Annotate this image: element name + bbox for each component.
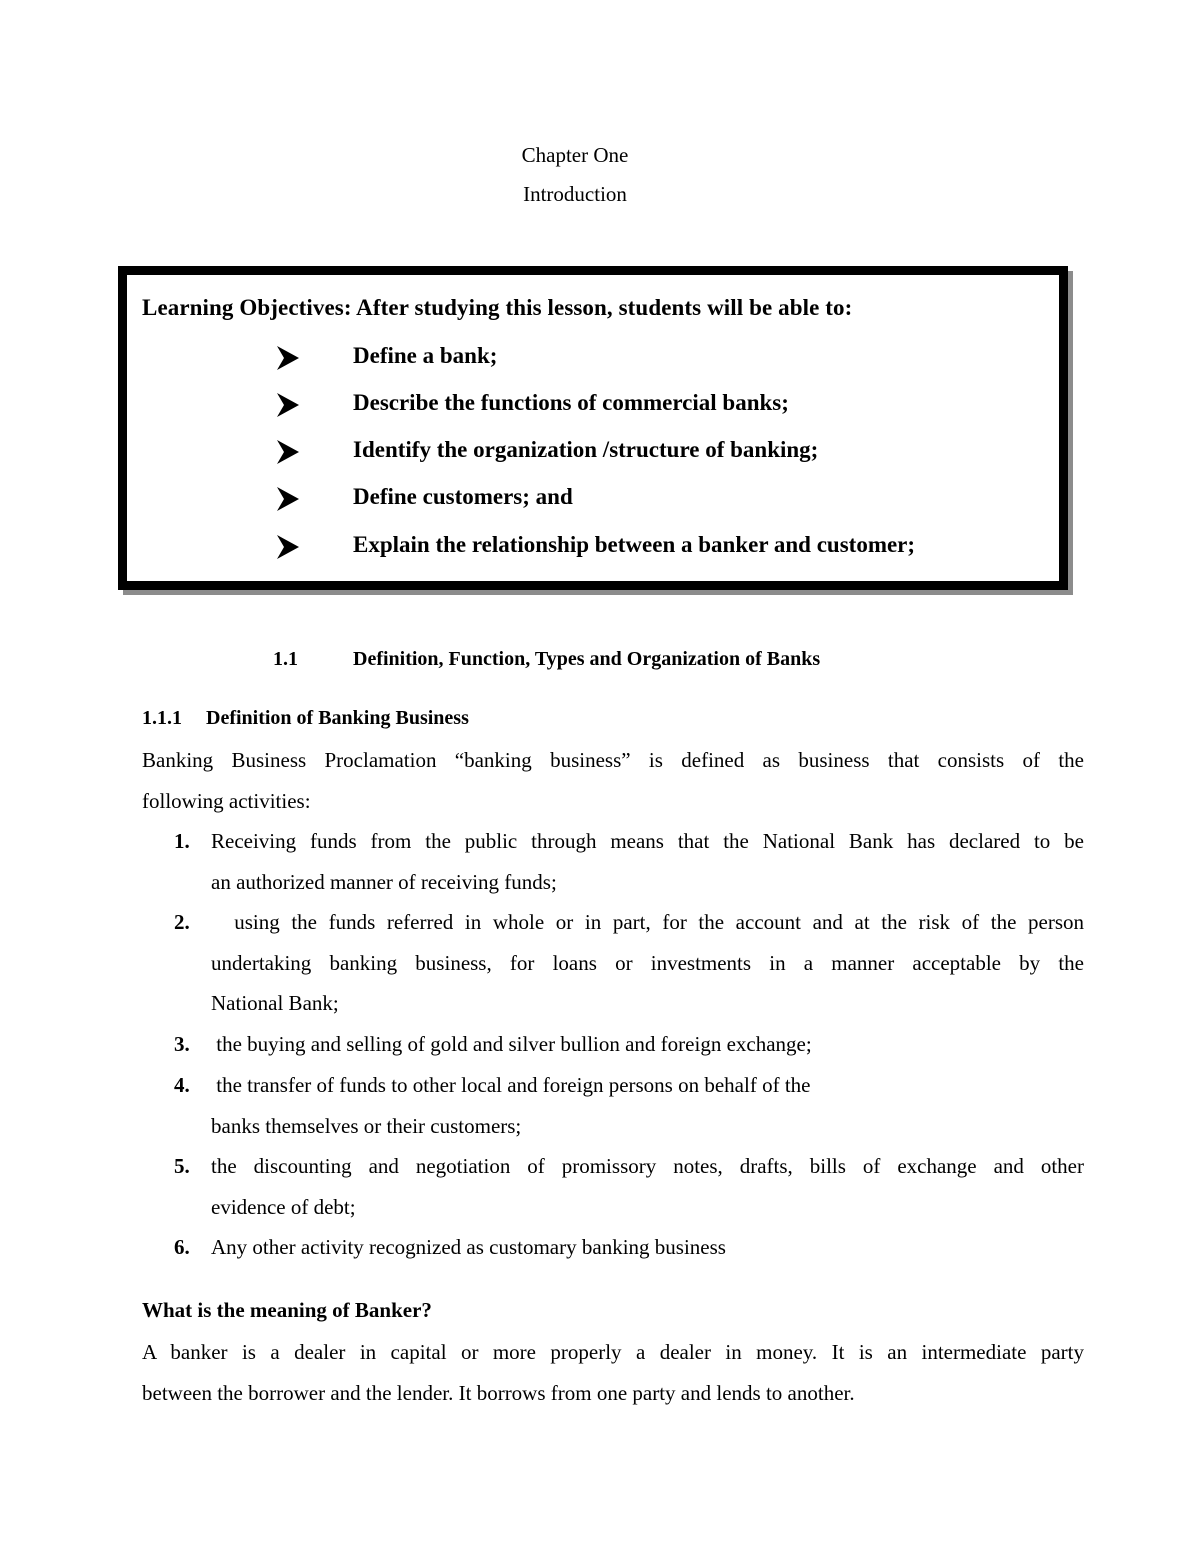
intro-paragraph — [142, 740, 1084, 821]
subsection-title: Definition of Banking Business — [206, 707, 469, 729]
list-item-line: Any other activity recognized as customary banking business — [211, 1235, 726, 1259]
paragraph-line: following activities: — [142, 788, 311, 813]
list-item-line: the transfer of funds to other local and foreign persons on behalf of the — [211, 1073, 811, 1097]
arrowhead-bullet-icon — [273, 343, 303, 373]
learning-objectives-box — [118, 266, 1068, 590]
list-number: 4. — [174, 1073, 190, 1097]
list-item — [211, 1146, 1084, 1227]
chapter-title: Introduction — [523, 182, 627, 206]
arrowhead-bullet-icon — [273, 390, 303, 420]
section-number: 1.1 — [273, 648, 298, 670]
objectives-heading: Learning Objectives: After studying this lesson, students will be able to: — [142, 295, 853, 320]
list-item-line: banks themselves or their customers; — [211, 1113, 522, 1138]
list-item — [211, 1227, 1084, 1268]
list-item — [211, 902, 1084, 1024]
paragraph-line: between the borrower and the lender. It borrows from one party and lends to another. — [142, 1380, 855, 1405]
list-number: 3. — [174, 1032, 190, 1056]
chapter-label: Chapter One — [521, 143, 629, 167]
arrowhead-bullet-icon — [273, 437, 303, 467]
arrowhead-bullet-icon — [273, 532, 303, 562]
objective-text: Explain the relationship between a banker and customer; — [353, 532, 916, 557]
list-item-line: the buying and selling of gold and silver bullion and foreign exchange; — [211, 1032, 812, 1056]
section-title: Definition, Function, Types and Organization of Banks — [353, 648, 821, 670]
list-item-line: evidence of debt; — [211, 1194, 356, 1219]
objective-text: Describe the functions of commercial banks; — [353, 390, 789, 415]
subsection-number: 1.1.1 — [142, 707, 182, 729]
paragraph-line: Banking Business Proclamation “banking business” is defined as business that consists of the — [142, 748, 1084, 772]
list-item-line: the discounting and negotiation of promissory notes, drafts, bills of exchange and other — [211, 1154, 1084, 1178]
list-item — [211, 1065, 1084, 1146]
list-number: 1. — [174, 829, 190, 853]
list-item-line: Receiving funds from the public through means that the National Bank has declared to be — [211, 829, 1084, 853]
banker-paragraph — [142, 1332, 1084, 1413]
objective-text: Define a bank; — [353, 343, 498, 368]
list-number: 2. — [174, 910, 190, 934]
banker-question-heading: What is the meaning of Banker? — [142, 1298, 432, 1322]
list-item-line: an authorized manner of receiving funds; — [211, 869, 557, 894]
list-number: 5. — [174, 1154, 190, 1178]
list-item — [211, 1024, 1084, 1065]
list-item-line: National Bank; — [211, 991, 339, 1015]
paragraph-line: A banker is a dealer in capital or more properly a dealer in money. It is an intermediate party — [142, 1340, 1084, 1364]
list-number: 6. — [174, 1235, 190, 1259]
objective-text: Define customers; and — [353, 484, 573, 509]
arrowhead-bullet-icon — [273, 484, 303, 514]
list-item — [211, 821, 1084, 902]
list-item-line: undertaking banking business, for loans or investments in a manner acceptable by the — [211, 950, 1084, 975]
objective-text: Identify the organization /structure of banking; — [353, 437, 819, 462]
list-item-line: using the funds referred in whole or in part, for the account and at the risk of the person — [211, 910, 1084, 934]
